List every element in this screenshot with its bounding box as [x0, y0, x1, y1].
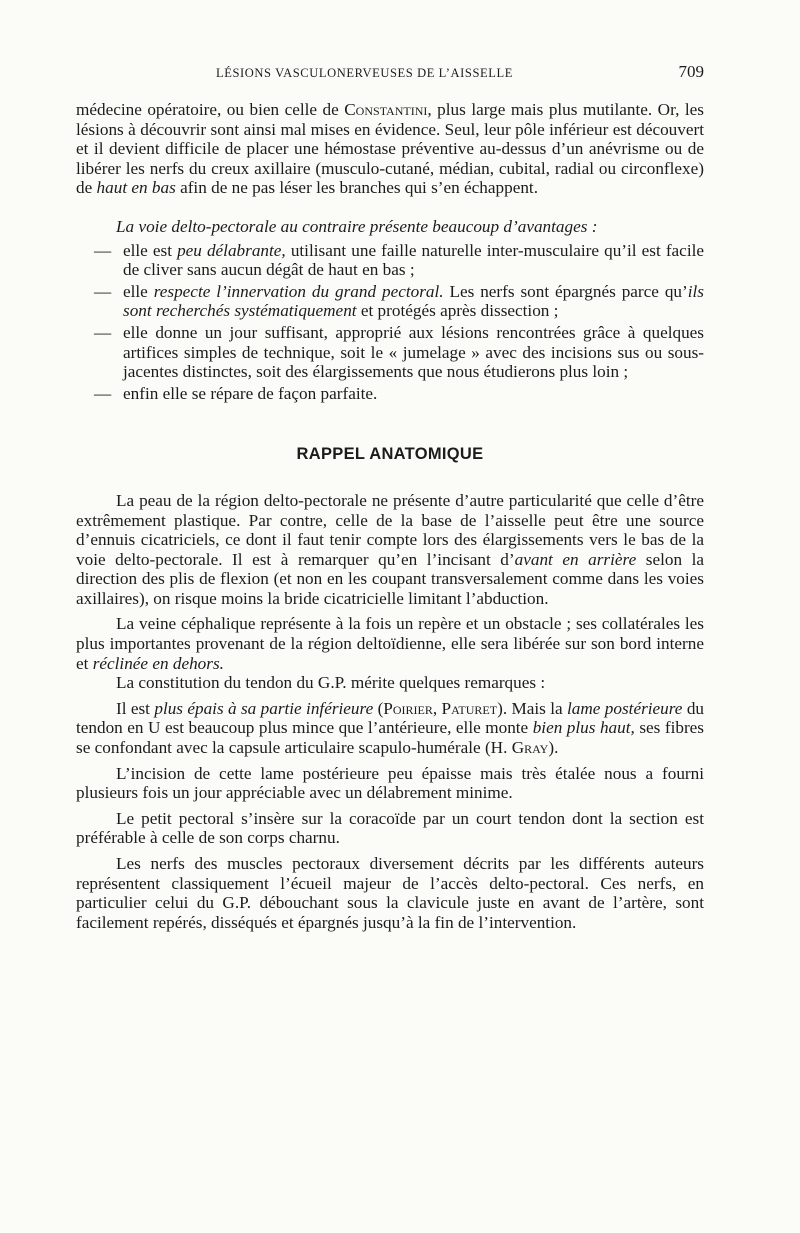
- text-run: elle donne un jour suffisant, approprié aux lésions rencontrées grâce à quelques artifices simples de technique, soit le « jumelage » avec des incisions sus ou sous-jacentes distinctes, soit des élargissements que nous étudierons plus loin ;: [123, 322, 704, 382]
- dash-marker: —: [94, 322, 112, 342]
- paragraph: L’incision de cette lame postérieure peu épaisse mais très étalée nous a fourni plusieurs fois un jour appréciable avec un délabrement minime.: [76, 763, 704, 803]
- emphasis: lame postérieure: [567, 698, 683, 718]
- author-name: Gray: [511, 738, 549, 758]
- text-run: Il est: [116, 698, 155, 718]
- text-run: enfin elle se répare de façon parfaite.: [123, 383, 378, 403]
- emphasis: respecte l’innervation du grand pectoral.: [153, 281, 444, 301]
- text-run: afin de ne pas léser les branches qui s’en échappent.: [175, 178, 539, 198]
- author-name: Poirier: [383, 698, 433, 718]
- emphasis: bien plus haut,: [532, 718, 635, 738]
- intro-paragraph: [76, 100, 704, 198]
- list-item: [76, 282, 704, 321]
- running-title: LÉSIONS VASCULONERVEUSES DE L’AISSELLE: [216, 66, 513, 80]
- emphasis: avant en arrière: [514, 549, 637, 569]
- paragraph: [76, 491, 704, 609]
- dash-marker: —: [94, 240, 112, 260]
- section-heading: RAPPEL ANATOMIQUE: [296, 445, 484, 464]
- list-item: [76, 384, 704, 404]
- text-run: Les nerfs sont épargnés parce qu’: [443, 281, 688, 301]
- author-name: Constantini: [344, 100, 428, 119]
- text-run: , plus large mais plus mutilante. Or, les lésions à découvrir sont ainsi mal mises en évidence. Seul, leur pôle inférieur est découvert et il devient difficile de placer une hémostase préventive au-dessus d’un anévrisme ou de libérer les nerfs du creux axillaire (musculo-cutané, médian, cubital, radial ou circonflexe) de: [76, 100, 704, 198]
- paragraph: [76, 699, 704, 758]
- text-run: (: [373, 698, 384, 718]
- text-run: ,: [432, 698, 442, 718]
- paragraph: Les nerfs des muscles pectoraux diversement décrits par les différents auteurs représentent classiquement l’écueil majeur de l’accès delto-pectoral. Ces nerfs, en particulier celui du G.P. débouchant sous la clavicule juste en avant de l’artère, sont facilement repérés, disséqués et épargnés jusqu’à la fin de l’intervention.: [76, 854, 704, 932]
- emphasis: haut en bas: [96, 178, 176, 198]
- emphasis: ils sont recherchés systématiquement: [123, 281, 704, 321]
- text-run: ses fibres se confondant avec la capsule articulaire scapulo-humérale (H.: [76, 718, 704, 758]
- text-run: ).: [548, 738, 559, 758]
- text-run: La peau de la région delto-pectorale ne présente d’autre particularité que celle d’être extrêmement plastique. Par contre, celle de la base de l’aisselle peut être une source d’ennuis cicatriciels, ce dont il faut tenir compte lors des élargissements vers le bas de la voie delto-pectorale. Il est à remarquer qu’en l’incisant d’: [76, 490, 704, 569]
- lead-text: La voie delto-pectorale au contraire présente beaucoup d’avantages :: [116, 216, 598, 236]
- dash-marker: —: [94, 281, 112, 301]
- lead-paragraph: [76, 217, 704, 237]
- text-run: selon la direction des plis de flexion (et non en les coupant transversalement comme dans les voies axillaires), on risque moins la bride cicatricielle limitant l’abduction.: [76, 549, 704, 608]
- emphasis: réclinée en dehors.: [92, 653, 224, 673]
- text-run: elle: [123, 281, 154, 301]
- text-run: médecine opératoire, ou bien celle de: [76, 100, 345, 119]
- author-name: Paturet: [441, 698, 498, 718]
- emphasis: peu délabrante,: [177, 240, 286, 260]
- dash-marker: —: [94, 383, 112, 403]
- paragraph: [76, 614, 704, 673]
- emphasis: plus épais à sa partie inférieure: [154, 698, 374, 718]
- list-item: [76, 241, 704, 280]
- text-run: elle est: [123, 240, 178, 260]
- page-number: 709: [678, 62, 704, 81]
- text-run: et protégés après dissection ;: [356, 301, 559, 321]
- body-text: [76, 100, 704, 932]
- text-run: La veine céphalique représente à la fois un repère et un obstacle ; ses collatérales les plus importantes provenant de la région deltoïdienne, elle sera libérée sur son bord interne et: [76, 614, 704, 673]
- running-header: [76, 62, 704, 86]
- list-item: [76, 323, 704, 382]
- text-run: utilisant une faille naturelle inter-musculaire qu’il est facile de cliver sans aucun dégât de haut en bas ;: [123, 240, 704, 280]
- text-run: ). Mais la: [497, 698, 568, 718]
- paragraph: La constitution du tendon du G.P. mérite quelques remarques :: [116, 673, 546, 693]
- advantages-list: [76, 241, 704, 404]
- paragraph: Le petit pectoral s’insère sur la coracoïde par un court tendon dont la section est préférable à celle de son corps charnu.: [76, 808, 704, 848]
- text-run: du tendon en U est beaucoup plus mince que l’antérieure, elle monte: [76, 698, 705, 738]
